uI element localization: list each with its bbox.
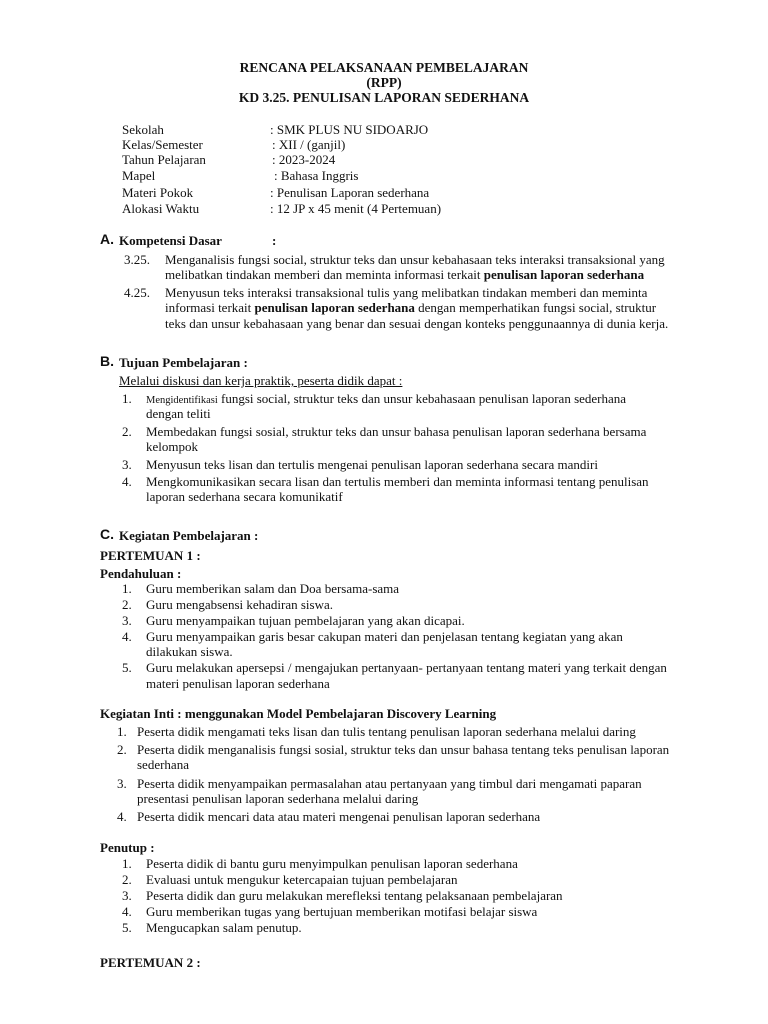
list-item-text: Mengkomunikasikan secara lisan dan tertulis memberi dan meminta informasi tentang penulisan — [146, 474, 649, 489]
list-number: 3. — [117, 776, 127, 791]
subsection-title: Penutup : — [100, 840, 155, 855]
list-item-text: Peserta didik di bantu guru menyimpulkan penulisan laporan sederhana — [146, 856, 518, 871]
info-value: : 2023-2024 — [272, 152, 336, 167]
info-value: : 12 JP x 45 menit (4 Pertemuan) — [270, 201, 442, 216]
section-letter: C. — [100, 526, 114, 542]
kd-text: Menganalisis fungsi social, struktur teks dan unsur kebahasaan teks interaksi transaksional yang — [165, 252, 665, 267]
info-label: Sekolah — [122, 122, 164, 137]
kd-number: 3.25. — [124, 252, 150, 267]
list-item-text: Membedakan fungsi sosial, struktur teks dan unsur bahasa penulisan laporan sederhana bersama — [146, 424, 647, 439]
list-item-text: presentasi penulisan laporan sederhana melalui daring — [137, 791, 419, 806]
list-item-text: Evaluasi untuk mengukur ketercapaian tujuan pembelajaran — [146, 872, 458, 887]
list-item-text: Peserta didik mencari data atau materi mengenai penulisan laporan sederhana — [137, 809, 541, 824]
list-item-text: Guru memberikan tugas yang bertujuan memberikan motifasi belajar siswa — [146, 904, 538, 919]
list-item-text: Guru mengabsensi kehadiran siswa. — [146, 597, 334, 612]
list-item-text: Peserta didik dan guru melakukan merefleksi tentang pelaksanaan pembelajaran — [146, 888, 563, 903]
list-number: 1. — [122, 856, 132, 871]
list-item-text: Peserta didik menyampaikan permasalahan atau pertanyaan yang timbul dari mengamati paparan — [137, 776, 642, 791]
kd-text: teks dan unsur kebahasaan yang benar dan sesuai dengan konteks penggunaannya di dunia kerja. — [165, 316, 669, 331]
list-number: 1. — [122, 581, 132, 596]
list-number: 4. — [122, 904, 132, 919]
list-number: 2. — [122, 597, 132, 612]
subsection-title: Kegiatan Inti : menggunakan Model Pembelajaran Discovery Learning — [100, 706, 497, 721]
list-item-text: dilakukan siswa. — [146, 644, 233, 659]
section-title: Kompetensi Dasar — [119, 233, 222, 248]
list-item-text: Guru menyampaikan tujuan pembelajaran yang akan dicapai. — [146, 613, 465, 628]
list-item-text: laporan sederhana secara komunikatif — [146, 489, 343, 504]
list-item-text: dengan teliti — [146, 406, 211, 421]
list-number: 1. — [117, 724, 127, 739]
list-number: 3. — [122, 888, 132, 903]
list-number: 5. — [122, 660, 132, 675]
list-number: 3. — [122, 457, 132, 472]
doc-kd-heading: KD 3.25. PENULISAN LAPORAN SEDERHANA — [238, 90, 530, 105]
info-label: Mapel — [122, 168, 156, 183]
info-label: Alokasi Waktu — [122, 201, 200, 216]
info-label: Kelas/Semester — [122, 137, 203, 152]
list-number: 3. — [122, 613, 132, 628]
list-number: 2. — [122, 872, 132, 887]
list-item-text: Guru melakukan apersepsi / mengajukan pertanyaan- pertanyaan tentang materi yang terkait dengan — [146, 660, 667, 675]
kd-text: melibatkan tindakan memberi dan meminta informasi terkait penulisan laporan sederhana — [165, 267, 645, 282]
list-number: 1. — [122, 391, 132, 406]
list-item-text: Guru menyampaikan garis besar cakupan materi dan penjelasan tentang kegiatan yang akan — [146, 629, 623, 644]
info-label: Tahun Pelajaran — [122, 152, 206, 167]
section-title: Kegiatan Pembelajaran : — [119, 528, 259, 543]
list-number: 5. — [122, 920, 132, 935]
kd-text: informasi terkait penulisan laporan sederhana dengan memperhatikan fungsi social, struktur — [165, 300, 657, 315]
section-letter: A. — [100, 231, 114, 247]
list-number: 4. — [122, 474, 132, 489]
list-item-text: materi penulisan laporan sederhana — [146, 676, 330, 691]
section-intro: Melalui diskusi dan kerja praktik, peserta didik dapat : — [119, 373, 403, 388]
list-item-text: Peserta didik menganalisis fungsi sosial, struktur teks dan unsur bahasa tentang teks penulisan laporan — [137, 742, 670, 757]
kd-number: 4.25. — [124, 285, 150, 300]
list-item-text: Mengucapkan salam penutup. — [146, 920, 302, 935]
info-value: : XII / (ganjil) — [272, 137, 346, 152]
list-number: 2. — [117, 742, 127, 757]
kd-text: Menyusun teks interaksi transaksional tulis yang melibatkan tindakan memberi dan meminta — [165, 285, 648, 300]
info-label: Materi Pokok — [122, 185, 194, 200]
meeting-heading: PERTEMUAN 2 : — [100, 955, 201, 970]
list-item-text: sederhana — [137, 757, 189, 772]
doc-subtitle: (RPP) — [366, 75, 402, 90]
section-colon: : — [272, 233, 277, 248]
list-number: 4. — [122, 629, 132, 644]
list-number: 4. — [117, 809, 127, 824]
list-item-text: Menyusun teks lisan dan tertulis mengenai penulisan laporan sederhana secara mandiri — [146, 457, 598, 472]
list-item-text: Peserta didik mengamati teks lisan dan tulis tentang penulisan laporan sederhana melalui daring — [137, 724, 636, 739]
section-title: Tujuan Pembelajaran : — [119, 355, 248, 370]
info-value: : Penulisan Laporan sederhana — [270, 185, 430, 200]
subsection-title: Pendahuluan : — [100, 566, 182, 581]
info-value: : SMK PLUS NU SIDOARJO — [270, 122, 429, 137]
list-item-text: Guru memberikan salam dan Doa bersama-sama — [146, 581, 400, 596]
list-item-text: Mengidentifikasi fungsi social, struktur teks dan unsur kebahasaan penulisan laporan sederhana — [146, 391, 627, 406]
list-number: 2. — [122, 424, 132, 439]
meeting-heading: PERTEMUAN 1 : — [100, 548, 201, 563]
section-letter: B. — [100, 353, 114, 369]
info-value: : Bahasa Inggris — [274, 168, 359, 183]
list-item-text: kelompok — [146, 439, 198, 454]
doc-title: RENCANA PELAKSANAAN PEMBELAJARAN — [239, 60, 529, 75]
